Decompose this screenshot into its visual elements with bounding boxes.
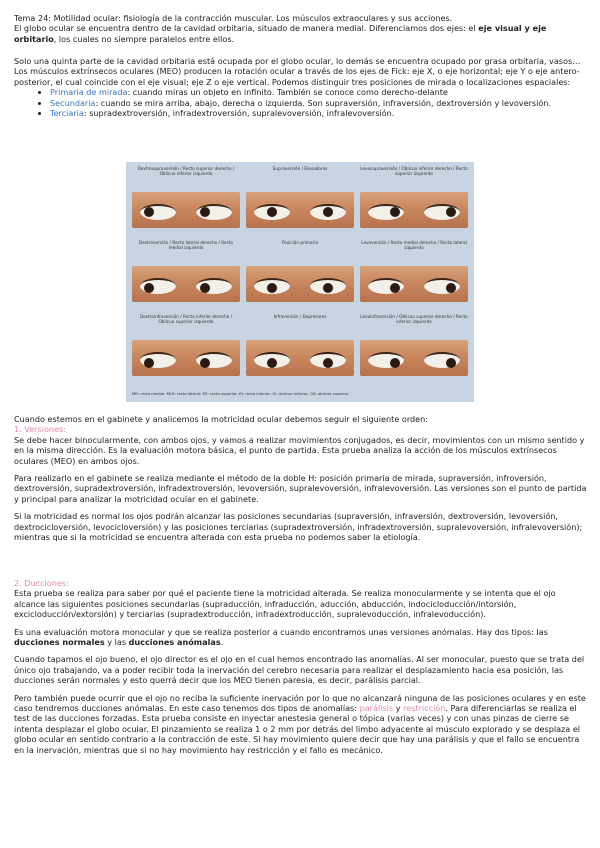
eyes-photo — [132, 192, 240, 228]
paralisis-term: parálisis — [359, 703, 394, 714]
versiones-paragraph-2: Para realizarlo en el gabinete se realiza mediante el método de la doble H: posición primaria de mirada, supraversión, infroversión, dextroversión, supradextroversión, infradextroversión, levoversión, supralevoversión, infralevoversión. Las versiones son el punto de partida y principal para analizar la motricidad ocular en el gabinete. — [14, 473, 587, 504]
text-run: Pero también puede ocurrir que el ojo no reciba la suficiente inervación por lo que no alcanzará ninguna de las posiciones oculares y en este caso tendremos ducciones anómalas. En este caso tenemos dos tipos de anomalías: — [14, 692, 586, 714]
text-run: y las — [104, 637, 129, 648]
versiones-heading: 1. Versiones: — [14, 424, 66, 435]
positions-list — [14, 87, 588, 118]
intro-section — [14, 13, 588, 44]
ducciones-paragraph-4 — [14, 693, 588, 755]
eyes-photo — [360, 192, 468, 228]
figure-footer: MR: recto medial; MLR: recto lateral; RS: recto superior; RI: recto inferior; OI: oblicuo inferior; OS: oblicuo superior. — [132, 391, 350, 396]
figure-cell — [246, 164, 354, 228]
intro-text-end: , los cuales no siempre paralelos entre ellos. — [53, 33, 235, 44]
eyes-photo — [132, 266, 240, 302]
figure-caption: Posición primaria — [282, 240, 318, 245]
ducciones-normales-bold: ducciones normales — [14, 637, 105, 648]
list-item — [50, 87, 588, 97]
figure-cell — [360, 312, 468, 376]
figure-cell — [360, 164, 468, 228]
orden-paragraph: Cuando estemos en el gabinete y analicemos la motricidad ocular debemos seguir el siguiente orden: — [14, 414, 428, 424]
figure-caption: Supraversión / Elevadores — [272, 166, 328, 171]
restriccion-term: restricción — [403, 703, 446, 714]
figure-cell — [246, 238, 354, 302]
figure-caption: Dextroinfraversión / Recto inferior derecho / Oblicuo superior izquierdo — [139, 314, 233, 325]
ducciones-paragraph-2 — [14, 627, 588, 648]
intro-text: El globo ocular se encuentra dentro de la cavidad orbitaria, situado de manera medial. Diferenciamos dos ejes: el — [14, 23, 479, 34]
meo-section — [14, 56, 588, 118]
versiones-section — [14, 414, 588, 542]
intro-paragraph — [14, 23, 588, 44]
eyes-photo — [360, 266, 468, 302]
position-term: Terciaria — [50, 108, 84, 119]
position-term: Secundaria — [50, 97, 96, 108]
figure-cell — [132, 238, 240, 302]
figure-cell — [360, 238, 468, 302]
gaze-positions-figure — [126, 162, 474, 402]
list-item — [50, 108, 588, 118]
eyes-photo — [246, 340, 354, 376]
position-text: : supradextroversión, infradextroversión, supralevoversión, infralevoversión. — [83, 108, 395, 119]
eyes-photo — [246, 192, 354, 228]
meo-paragraph: Solo una quinta parte de la cavidad orbitaria está ocupada por el globo ocular, lo demás se encuentra ocupado por grasa orbitaria, vasos… Los músculos extrínsecos oculares (MEO) producen la rotación ocular a través de los ejes de Fick: eje X, o eje horizontal; eje Y o eje antero-posterior, el cual coincide con el eje visual; eje Z o eje vertical. Podemos distinguir tres posiciones de mirada o localizaciones espaciales: — [14, 56, 581, 87]
text-run: Es una evaluación motora monocular y que se realiza posterior a cuando encontramos unas versiones anómalas. Hay dos tipos: las — [14, 626, 548, 637]
topic-title: Tema 24: Motilidad ocular: fisiología de la contracción muscular. Los músculos extraoculares y sus acciones. — [14, 13, 453, 23]
ducciones-heading: 2. Ducciones: — [14, 578, 69, 588]
figure-caption: Infraversión / Depresores — [273, 314, 327, 319]
ducciones-anomalas-bold: ducciones anómalas — [128, 637, 221, 648]
position-text: : cuando miras un objeto en infinito. También se conoce como derecho-delante — [127, 87, 448, 98]
eyes-photo — [246, 266, 354, 302]
figure-cell — [132, 164, 240, 228]
versiones-paragraph-1: Se debe hacer binocularmente, con ambos ojos, y vamos a realizar movimientos conjugados, es decir, movimientos con un mismo sentido y en la misma dirección. Es la evaluación motora básica, el punto de partida. Esta prueba analiza la acción de los músculos extrínsecos oculares (MEO) en ambos ojos. — [14, 434, 585, 466]
figure-caption: Levosupraversión / Oblicuo inferior derecho / Recto superior izquierdo — [360, 166, 468, 177]
figure-cell — [246, 312, 354, 376]
figure-caption: Levoversión / Recto medial derecho / Recto lateral izquierdo — [361, 240, 467, 251]
figure-caption: Dextrosupraversión / Recto superior derecho / Oblicuo inferior izquierdo — [137, 166, 235, 177]
ducciones-paragraph-3: Cuando tapamos el ojo bueno, el ojo director es el ojo en el cual hemos encontrado las anomalías. Al ser monocular, puesto que se trata del único ojo trabajando, va a poder recibir toda la inervación del cerebro necesaria para realizar el desplazamiento hacia esa posición, las ducciones serán normales y esto querrá decir que los MEO tienen paresia, es decir, parálisis parcial. — [14, 654, 585, 686]
text-run: y — [393, 703, 404, 714]
ducciones-paragraph-1: Esta prueba se realiza para saber por qué el paciente tiene la motricidad alterada. Se realiza monocularmente y se intenta que el ojo alcance las siguientes posiciones secundarias (supraducción, infraducción, aducción, abducción, indocicloducción/intorsión, excicloducción/extorsión) y terciarias (supradextroducción, infradextroducción, supralevoducción, infralevoducción). — [14, 588, 556, 620]
position-text: : cuando se mira arriba, abajo, derecha o izquierda. Son supraversión, infraversión, dextroversión y levoversión. — [95, 97, 551, 108]
eyes-photo — [132, 340, 240, 376]
eyes-photo — [360, 340, 468, 376]
figure-caption: Levoinfraversión / Oblicuo superior derecho / Recto inferior izquierdo — [360, 314, 468, 325]
figure-caption: Dextroversión / Recto lateral derecho / Recto medial izquierdo — [138, 240, 234, 251]
axes-bold: eje visual y eje orbitario — [14, 23, 547, 44]
versiones-paragraph-3: Si la motricidad es normal los ojos podrán alcanzar las posiciones secundarias (supraversión, infraversión, dextroversión, levoversión, dextrocicloversión, levocicloversión) y las posiciones terciarias (supradextroversión, infradextroversión, supralevoversión, infralevoversión); mientras que si la motricidad se encuentra alterada con esta prueba no podemos saber la etiología. — [14, 511, 583, 543]
list-item — [50, 98, 588, 108]
position-term: Primaria de mirada — [50, 87, 128, 98]
figure-cell — [132, 312, 240, 376]
text-run: . — [220, 637, 224, 648]
ducciones-section — [14, 578, 588, 755]
text-run: . Para diferenciarlas se realiza el test de las ducciones forzadas. Esta prueba consiste en inyectar anestesia general o tópica (varias veces) y con unas pinzas de cierre se intenta desplazar el globo ocular. El pinzamiento se realiza 1 o 2 mm por detrás del limbo adyacente al músculo explorado y se desplaza el globo ocular en sentido contrario a la contracción de este. Si hay movimiento quiere decir que hay una parálisis y que el fallo se encuentra en la inervación, mientras que si no hay movimiento hay restricción y el fallo es mecánico. — [14, 703, 581, 755]
